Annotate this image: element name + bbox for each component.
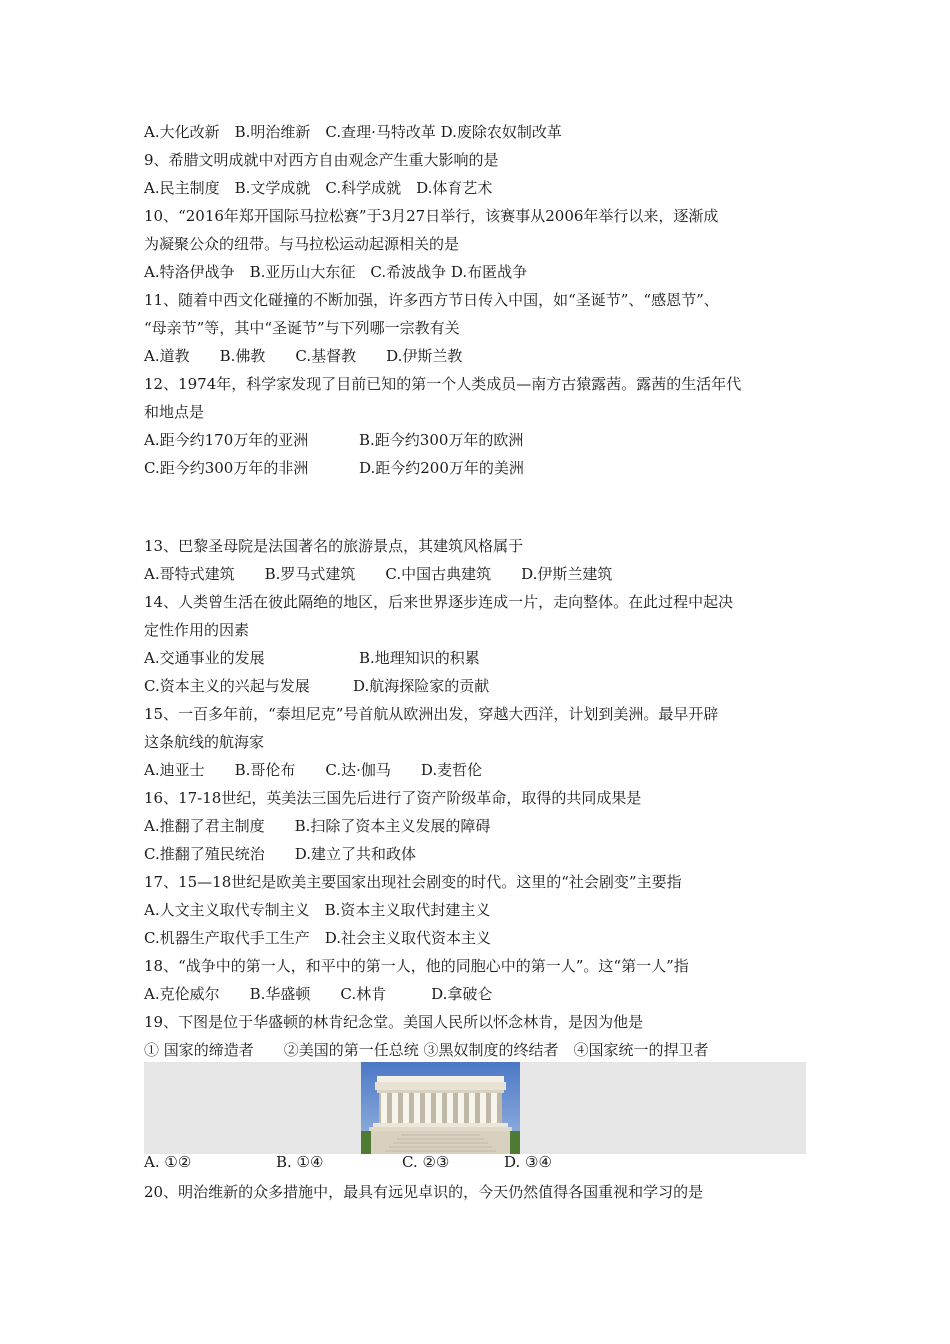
q15-stem-line1: 15、一百多年前，“泰坦尼克”号首航从欧洲出发，穿越大西洋，计划到美洲。最早开辟 — [144, 705, 719, 723]
q17-options-row1: A.人文主义取代专制主义 B.资本主义取代封建主义 — [144, 901, 491, 919]
q19-stem: 19、下图是位于华盛顿的林肯纪念堂。美国人民所以怀念林肯，是因为他是 — [144, 1013, 644, 1031]
q15-options: A.迪亚士 B.哥伦布 C.达·伽马 D.麦哲伦 — [144, 761, 483, 779]
q12-option-b: B.距今约300万年的欧洲 — [359, 431, 524, 449]
q17-stem: 17、15—18世纪是欧美主要国家出现社会剧变的时代。这里的“社会剧变”主要指 — [144, 873, 682, 891]
q16-options-row2: C.推翻了殖民统治 D.建立了共和政体 — [144, 845, 416, 863]
q16-stem: 16、17-18世纪，英美法三国先后进行了资产阶级革命，取得的共同成果是 — [144, 789, 642, 807]
q17-options-row2: C.机器生产取代手工生产 D.社会主义取代资本主义 — [144, 929, 491, 947]
q8-options: A.大化改新 B.明治维新 C.查理·马特改革 D.废除农奴制改革 — [144, 123, 562, 141]
q20-stem: 20、明治维新的众多措施中，最具有远见卓识的，今天仍然值得各国重视和学习的是 — [144, 1183, 704, 1201]
q14-option-c: C.资本主义的兴起与发展 — [144, 677, 310, 695]
q19-statements: ① 国家的缔造者 ②美国的第一任总统 ③黑奴制度的终结者 ④国家统一的捍卫者 — [144, 1041, 709, 1059]
q19-option-a: A. ①② — [144, 1153, 192, 1171]
q19-option-b: B. ①④ — [276, 1153, 324, 1171]
q14-stem-line1: 14、人类曾生活在彼此隔绝的地区，后来世界逐步连成一片，走向整体。在此过程中起决 — [144, 593, 734, 611]
q12-option-a: A.距今约170万年的亚洲 — [144, 431, 309, 449]
q11-options: A.道教 B.佛教 C.基督教 D.伊斯兰教 — [144, 347, 463, 365]
q9-options: A.民主制度 B.文学成就 C.科学成就 D.体育艺术 — [144, 179, 493, 197]
lincoln-memorial-illustration — [361, 1062, 520, 1154]
q13-options: A.哥特式建筑 B.罗马式建筑 C.中国古典建筑 D.伊斯兰建筑 — [144, 565, 613, 583]
q18-stem: 18、“战争中的第一人，和平中的第一人，他的同胞心中的第一人”。这“第一人”指 — [144, 957, 689, 975]
q10-stem-line2: 为凝聚公众的纽带。与马拉松运动起源相关的是 — [144, 235, 460, 253]
q15-stem-line2: 这条航线的航海家 — [144, 733, 265, 751]
q16-options-row1: A.推翻了君主制度 B.扫除了资本主义发展的障碍 — [144, 817, 491, 835]
q12-option-c: C.距今约300万年的非洲 — [144, 459, 309, 477]
q10-options: A.特洛伊战争 B.亚历山大东征 C.希波战争 D.布匿战争 — [144, 263, 528, 281]
lincoln-memorial-photo — [361, 1062, 520, 1154]
q19-option-d: D. ③④ — [504, 1153, 552, 1171]
q19-option-c: C. ②③ — [402, 1153, 450, 1171]
q12-option-d: D.距今约200万年的美洲 — [359, 459, 524, 477]
q11-stem-line1: 11、随着中西文化碰撞的不断加强，许多西方节日传入中国，如“圣诞节”、“感恩节”、 — [144, 291, 719, 309]
q12-stem-line2: 和地点是 — [144, 403, 205, 421]
q14-option-a: A.交通事业的发展 — [144, 649, 265, 667]
q10-stem-line1: 10、“2016年郑开国际马拉松赛”于3月27日举行，该赛事从2006年举行以来，逐渐成 — [144, 207, 719, 225]
q14-option-b: B.地理知识的积累 — [359, 649, 480, 667]
q14-stem-line2: 定性作用的因素 — [144, 621, 250, 639]
q9-stem: 9、希腊文明成就中对西方自由观念产生重大影响的是 — [144, 151, 499, 169]
q18-options: A.克伦威尔 B.华盛顿 C.林肯 D.拿破仑 — [144, 985, 493, 1003]
q11-stem-line2: “母亲节”等，其中“圣诞节”与下列哪一宗教有关 — [144, 319, 460, 337]
q13-stem: 13、巴黎圣母院是法国著名的旅游景点，其建筑风格属于 — [144, 537, 524, 555]
q12-stem-line1: 12、1974年，科学家发现了目前已知的第一个人类成员—南方古猿露茜。露茜的生活年代 — [144, 375, 742, 393]
q14-option-d: D.航海探险家的贡献 — [353, 677, 490, 695]
